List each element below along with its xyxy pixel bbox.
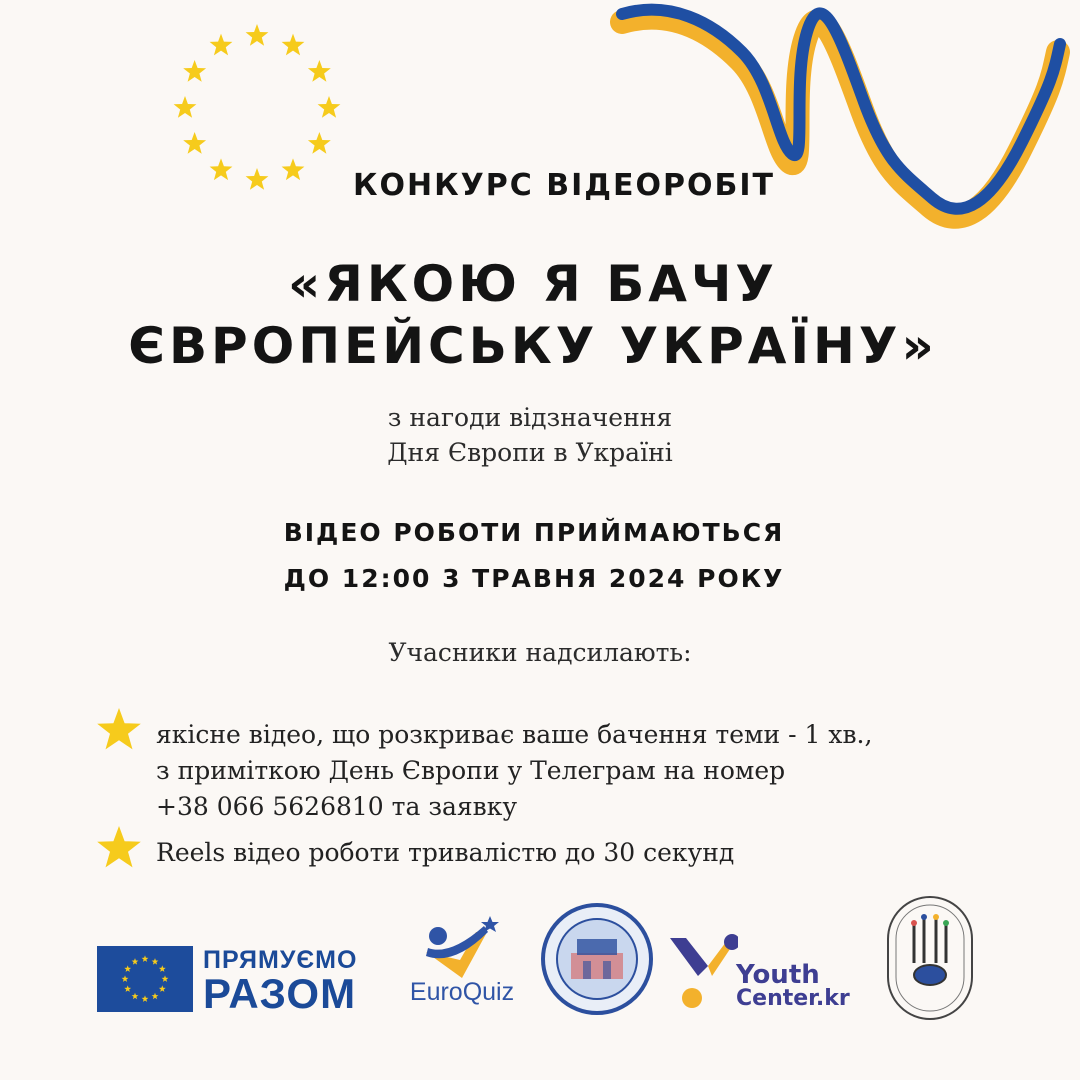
eu-star-icon [142,995,149,1002]
eu-star-icon [159,965,166,972]
title-line-1: «ЯКОЮ Я БАЧУ [288,255,778,313]
list-item-line: Reels відео роботи тривалістю до 30 секунд [156,838,735,867]
eu-star-icon [132,993,139,1000]
eu-star-icon [152,993,159,1000]
logo-text-line-2: РАЗОМ [203,970,357,1017]
contest-label: КОНКУРС ВІДЕОРОБІТ [353,168,775,203]
logo-text-line-1: ПРЯМУЄМО [203,946,358,974]
eu-star-icon [318,96,341,118]
logo-text-line-1: Youth [736,960,820,990]
ribbon-icon [600,0,1080,240]
euroquiz-figure-icon [398,912,526,982]
occasion-line-2: Дня Європи в Україні [387,438,673,467]
eu-star-icon [183,60,206,82]
euroquiz-logo [398,912,526,1012]
euroquiz-wordmark: EuroQuiz [409,978,515,1006]
youth-center-mark-icon [668,932,738,1012]
eu-star-icon [132,958,139,965]
eu-star-icon [162,975,169,982]
eu-star-icon [122,975,129,982]
star-bullet-icon [96,706,142,752]
youth-center-logo [668,932,858,1012]
deadline-line-2: ДО 12:00 3 ТРАВНЯ 2024 РОКУ [283,564,785,593]
eu-star-icon [152,958,159,965]
page-title [0,253,1066,377]
list-item-line: якісне відео, що розкриває ваше бачення теми - 1 хв., [156,720,873,749]
eu-star-icon [174,96,197,118]
eu-star-icon [183,132,206,154]
occasion-line-1: з нагоди відзначення [387,403,673,432]
eu-star-icon [246,24,269,46]
eu-star-icon [124,985,131,992]
rada-emblem-logo [541,903,653,1015]
deadline-notice [0,510,1068,602]
logo-text-line-2: Center.kr [736,986,850,1011]
list-item-line: +38 066 5626810 та заявку [156,792,518,821]
occasion-text [0,400,1060,470]
list-item [156,835,1056,871]
list-item-line: з приміткою День Європи у Телеграм на номер [156,756,786,785]
pryamuemo-razom-logo [97,946,373,1017]
eu-star-icon [282,34,305,56]
star-bullet-icon [96,824,142,870]
eu-star-icon [142,955,149,962]
eu-star-icon [308,132,331,154]
eu-star-icon [308,60,331,82]
participants-heading: Учасники надсилають: [388,638,692,667]
eu-star-icon [159,985,166,992]
deadline-line-1: ВІДЕО РОБОТИ ПРИЙМАЮТЬСЯ [283,518,785,547]
title-line-2: ЄВРОПЕЙСЬКУ УКРАЇНУ» [128,317,938,375]
eu-star-icon [124,965,131,972]
eu-flag-icon [97,946,193,1012]
school-emblem-logo [884,893,976,1023]
eu-star-icon [210,34,233,56]
list-item [156,717,1056,825]
